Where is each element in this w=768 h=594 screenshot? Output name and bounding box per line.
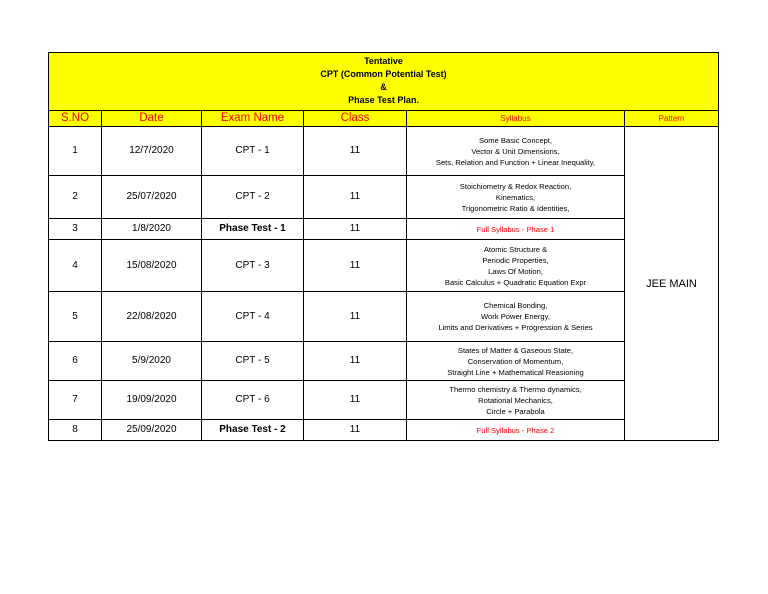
- header-sno: S.NO: [49, 111, 102, 127]
- syllabus-line: Circle + Parabola: [486, 406, 545, 416]
- syllabus-line: Rotational Mechanics,: [478, 395, 553, 405]
- cell-class: 11: [304, 219, 407, 240]
- syllabus-line: Trigonometric Ratio & Identities,: [461, 203, 570, 213]
- syllabus-line: Kinematics,: [495, 192, 536, 202]
- cell-class: 11: [304, 127, 407, 176]
- table-row: [49, 240, 719, 292]
- syllabus-line: Conservation of Momentum,: [467, 356, 564, 366]
- table-row: [49, 420, 719, 441]
- syllabus-line: Work Power Energy,: [481, 312, 550, 321]
- cell-date: 25/07/2020: [102, 176, 202, 219]
- syllabus-line: Stoichiometry & Redox Reaction,: [459, 181, 572, 191]
- syllabus-line: States of Matter & Gaseous State,: [457, 345, 574, 355]
- cell-class: 11: [304, 176, 407, 219]
- cell-sno: 8: [49, 420, 102, 441]
- header-class: Class: [304, 111, 407, 127]
- cell-sno: 2: [49, 176, 102, 219]
- syllabus-line: Thermo chemistry & Thermo dynamics,: [449, 384, 582, 394]
- cell-date: 22/08/2020: [102, 292, 202, 342]
- title-line: &: [380, 82, 387, 92]
- cell-syllabus: [407, 176, 625, 219]
- cell-exam: CPT - 3: [202, 240, 304, 292]
- header-syllabus: Syllabus: [407, 111, 625, 127]
- syllabus-line: Sets, Relation and Function + Linear Inequality,: [435, 157, 596, 167]
- cell-date: 25/09/2020: [102, 420, 202, 441]
- cell-sno: 7: [49, 381, 102, 420]
- cell-pattern: JEE MAIN: [625, 127, 719, 441]
- cell-class: 11: [304, 381, 407, 420]
- syllabus-line: Limits and Derivatives + Progression & Series: [438, 323, 593, 332]
- cell-class: 11: [304, 240, 407, 292]
- title-line: CPT (Common Potential Test): [320, 69, 447, 79]
- cell-exam: Phase Test - 2: [202, 420, 304, 441]
- cell-date: 19/09/2020: [102, 381, 202, 420]
- cell-exam: CPT - 5: [202, 342, 304, 381]
- header-date: Date: [102, 111, 202, 127]
- syllabus-line: Atomic Structure &: [483, 244, 548, 254]
- cell-syllabus: [407, 219, 625, 240]
- table-row: [49, 219, 719, 240]
- cell-syllabus: [407, 381, 625, 420]
- title-line: Phase Test Plan.: [348, 95, 419, 105]
- syllabus-line: Some Basic Concept,: [478, 135, 553, 145]
- table-row: [49, 176, 719, 219]
- syllabus-line: Chemical Bonding,: [483, 301, 548, 310]
- cell-class: 11: [304, 292, 407, 342]
- header-pattern: Pattern: [625, 111, 719, 127]
- cell-syllabus: [407, 292, 625, 342]
- cell-class: 11: [304, 342, 407, 381]
- cell-date: 1/8/2020: [102, 219, 202, 240]
- header-exam-name: Exam Name: [202, 111, 304, 127]
- title-line: Tentative: [364, 56, 403, 66]
- table-row: [49, 292, 719, 342]
- cell-syllabus: [407, 240, 625, 292]
- cell-syllabus: [407, 127, 625, 176]
- table-row: [49, 342, 719, 381]
- cell-date: 12/7/2020: [102, 127, 202, 176]
- syllabus-line: Full Syllabus - Phase 1: [476, 224, 555, 234]
- cell-date: 15/08/2020: [102, 240, 202, 292]
- cell-exam: CPT - 4: [202, 292, 304, 342]
- cell-exam: CPT - 2: [202, 176, 304, 219]
- cell-sno: 1: [49, 127, 102, 176]
- cell-sno: 3: [49, 219, 102, 240]
- cell-syllabus: [407, 342, 625, 381]
- syllabus-line: Laws Of Motion,: [488, 266, 543, 276]
- cell-sno: 5: [49, 292, 102, 342]
- cell-exam: Phase Test - 1: [202, 219, 304, 240]
- cell-sno: 4: [49, 240, 102, 292]
- cell-exam: CPT - 1: [202, 127, 304, 176]
- table-row: [49, 381, 719, 420]
- syllabus-line: Vector & Unit Dimensions,: [471, 146, 560, 156]
- cell-class: 11: [304, 420, 407, 441]
- title-block: [49, 53, 719, 111]
- cell-exam: CPT - 6: [202, 381, 304, 420]
- syllabus-line: Straight Line + Mathematical Reasioning: [447, 367, 584, 377]
- header-row: [49, 111, 719, 127]
- table-row: [49, 127, 719, 176]
- syllabus-line: Basic Calculus + Quadratic Equation Expr: [444, 277, 587, 287]
- cell-syllabus: [407, 420, 625, 441]
- cell-sno: 6: [49, 342, 102, 381]
- exam-schedule-table: [48, 52, 719, 441]
- syllabus-line: Periodic Properties,: [482, 255, 549, 265]
- syllabus-line: Full Syllabus - Phase 2: [476, 425, 555, 435]
- cell-date: 5/9/2020: [102, 342, 202, 381]
